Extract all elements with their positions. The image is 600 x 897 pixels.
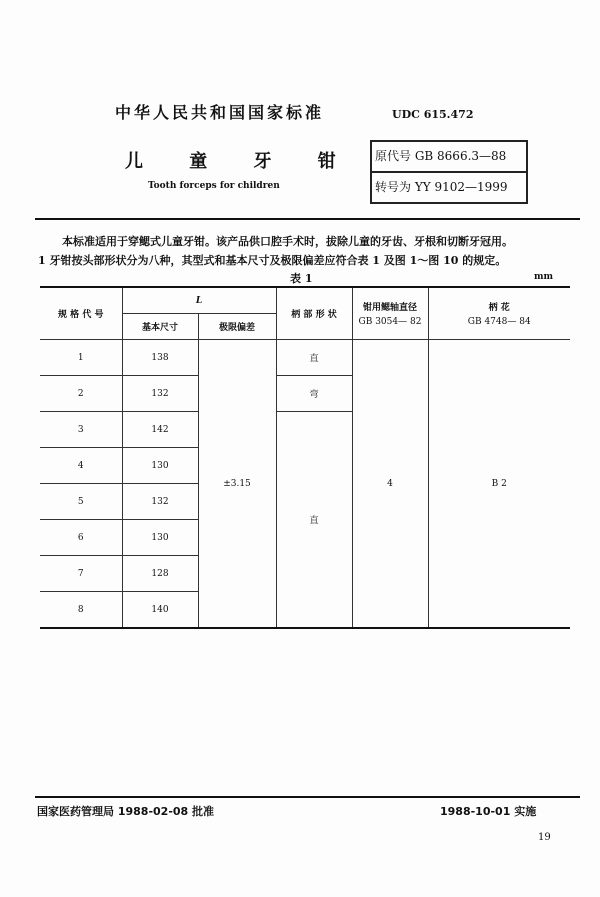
- clause-1: 1 牙钳按头部形状分为八种，其型式和基本尺寸及极限偏差应符合表 1 及图 1～图 10 的规定。: [38, 254, 507, 267]
- cell-basic: 140: [122, 592, 198, 629]
- approval-line: 国家医药管理局 1988-02-08 批准: [37, 805, 215, 818]
- code-stamp: [370, 140, 528, 204]
- scope-paragraph: 本标准适用于穿鳃式儿童牙钳。该产品供口腔手术时，拔除儿童的牙齿、牙根和切断牙冠用。: [62, 235, 513, 248]
- header-code: 规 格 代 号: [40, 287, 122, 340]
- original-code: 原代号 GB 8666.3—88: [372, 142, 526, 173]
- cell-code: 3: [40, 412, 122, 448]
- header-handle: [428, 287, 570, 340]
- table-row: [40, 340, 570, 376]
- cell-code: 7: [40, 556, 122, 592]
- cell-basic: 132: [122, 484, 198, 520]
- header-L: L: [122, 287, 276, 314]
- table-unit: mm: [534, 272, 554, 282]
- cell-basic: 138: [122, 340, 198, 376]
- header-tolerance: 极限偏差: [198, 314, 276, 340]
- cell-code: 4: [40, 448, 122, 484]
- english-title: Tooth forceps for children: [148, 181, 280, 191]
- standard-name: 中华人民共和国国家标准: [115, 103, 325, 122]
- footer-rule: [35, 796, 580, 798]
- cell-handle: B 2: [428, 340, 570, 629]
- cell-basic: 128: [122, 556, 198, 592]
- cell-shape: 弯: [276, 376, 352, 412]
- cell-code: 8: [40, 592, 122, 629]
- cell-code: 2: [40, 376, 122, 412]
- handle-std: GB 4748— 84: [467, 317, 531, 327]
- pin-std: GB 3054— 82: [358, 317, 422, 327]
- header-basic: 基本尺寸: [122, 314, 198, 340]
- cell-code: 5: [40, 484, 122, 520]
- header-rule: [35, 218, 580, 220]
- cell-basic: 130: [122, 448, 198, 484]
- page-number: 19: [538, 832, 551, 843]
- udc-code: UDC 615.472: [392, 108, 474, 121]
- cell-tolerance: ±3.15: [198, 340, 276, 629]
- cell-basic: 142: [122, 412, 198, 448]
- cell-shape: 直: [276, 412, 352, 629]
- cell-code: 1: [40, 340, 122, 376]
- header-shape: 柄 部 形 状: [276, 287, 352, 340]
- table-caption: 表 1: [290, 272, 313, 285]
- pin-label: 钳用鳃轴直径: [362, 303, 417, 313]
- document-title: 儿 童 牙 钳: [125, 151, 336, 172]
- cell-pin: 4: [352, 340, 428, 629]
- cell-basic: 132: [122, 376, 198, 412]
- header-pin: [352, 287, 428, 340]
- cell-code: 6: [40, 520, 122, 556]
- spec-table: [40, 286, 570, 629]
- cell-basic: 130: [122, 520, 198, 556]
- converted-code: 转号为 YY 9102—1999: [375, 180, 508, 194]
- effective-date: 1988-10-01 实施: [440, 805, 537, 818]
- cell-shape: 直: [276, 340, 352, 376]
- handle-label: 柄 花: [488, 303, 510, 313]
